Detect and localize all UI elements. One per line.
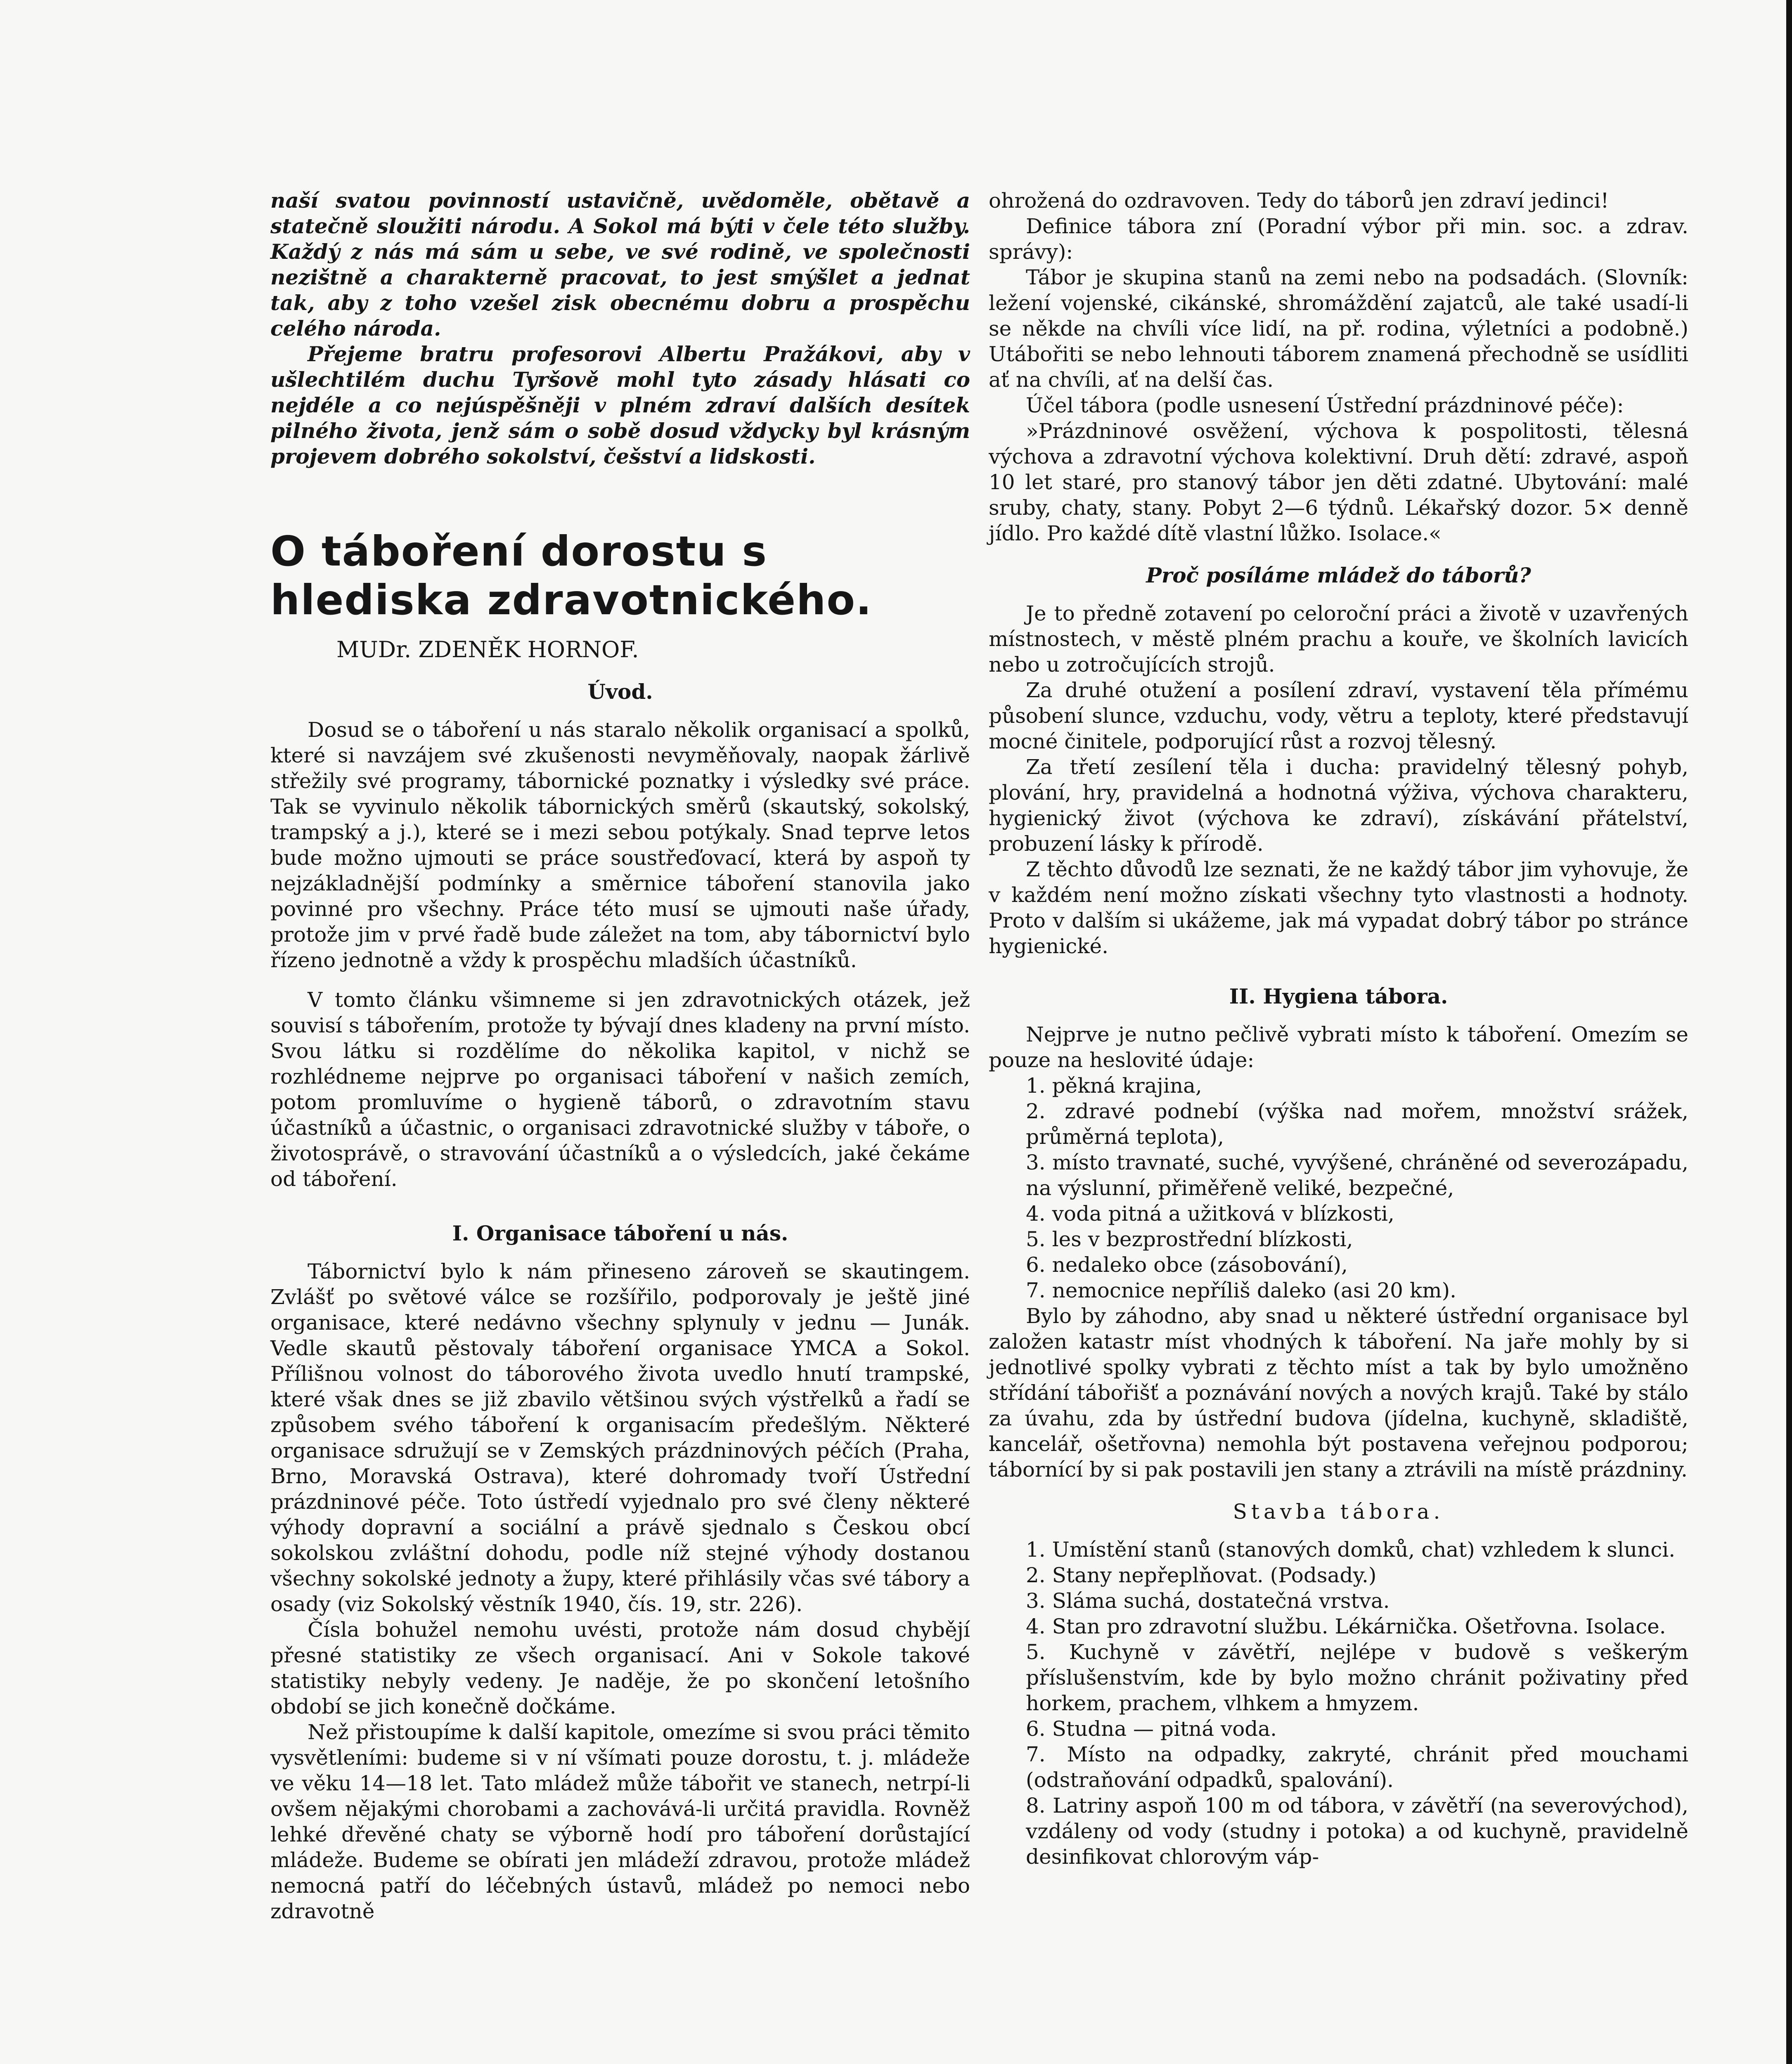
body-paragraph: »Prázdninové osvěžení, výchova k pospolitosti, tělesná výchova a zdravotní výchova kolektivní. Druh dětí: zdravé, aspoň 10 let staré, pro stanový tábor jen děti zdatné. Ubytování: malé sruby, chaty, stany. Pobyt 2—6 týdnů. Lékařský dozor. 5× denně jídlo. Pro každé dítě vlastní lůžko. Isolace.«	[989, 419, 1688, 545]
list-item: 7. nemocnice nepříliš daleko (asi 20 km).	[1026, 1278, 1456, 1302]
body-paragraph: Tábor je skupina stanů na zemi nebo na podsadách. (Slovník: ležení vojenské, cikánské, shromáždění zajatců, ale také usadí-li se někde na chvíli více lidí, na př. rodina, výletníci a podobně.) Utábořiti se nebo lehnouti táborem znamená přechodně se usídliti ať na chvíli, ať na delší čas.	[989, 265, 1688, 392]
section-heading-why: Proč posíláme mládež do táborů?	[1146, 563, 1531, 587]
section-heading-stavba: Stavba tábora.	[1233, 1500, 1444, 1524]
body-paragraph: Účel tábora (podle usnesení Ústřední prázdninové péče):	[1026, 393, 1624, 417]
list-item: 6. nedaleko obce (zásobování),	[1026, 1253, 1348, 1277]
intro-paragraph: naší svatou povinností ustavičně, uvědoměle, obětavě a statečně sloužiti národu. A Sokol má býti v čele této služby. Každý z nás má sám u sebe, ve své rodině, ve společnosti nezištně a charakterně pracovat, to jest smýšlet a jednat tak, aby z toho vzešel zisk obecnému dobru a prospěchu celého národa.	[270, 188, 970, 341]
right-column	[989, 188, 1688, 1870]
body-paragraph: Z těchto důvodů lze seznati, že ne každý tábor jim vyhovuje, že v každém není možno získati všechny tyto vlastnosti a hodnoty. Proto v dalším si ukážeme, jak má vypadat dobrý tábor po stránce hygienické.	[989, 857, 1688, 958]
article-title: O táboření dorostu s hlediska zdravotnického.	[270, 527, 873, 624]
body-paragraph: Je to předně zotavení po celoroční práci a životě v uzavřených místnostech, v městě plném prachu a kouře, ve školních lavicích nebo u zotročujících strojů.	[989, 601, 1688, 677]
list-item: 7. Místo na odpadky, zakryté, chránit před mouchami (odstraňování odpadků, spalování).	[1026, 1742, 1688, 1792]
body-paragraph: ohrožená do ozdravoven. Tedy do táborů jen zdraví jedinci!	[989, 189, 1609, 213]
list-item: 1. Umístění stanů (stanových domků, chat) vzhledem k slunci.	[1026, 1538, 1676, 1562]
body-paragraph: Čísla bohužel nemohu uvésti, protože nám dosud chybějí přesné statistiky ze všech organisací. Ani v Sokole takové statistiky nebyly vedeny. Je naděje, že po skončení letošního období se jich konečně dočkáme.	[270, 1618, 970, 1718]
left-column	[270, 188, 970, 1924]
list-item: 4. Stan pro zdravotní službu. Lékárnička. Ošetřovna. Isolace.	[1026, 1614, 1666, 1638]
site-requirements-list	[989, 1073, 1688, 1303]
article-author: MUDr. ZDENĚK HORNOF.	[336, 637, 639, 663]
body-paragraph: Definice tábora zní (Poradní výbor při min. soc. a zdrav. správy):	[989, 214, 1688, 264]
scan-edge-right	[1786, 0, 1792, 2064]
body-paragraph: Bylo by záhodno, aby snad u některé ústřední organisace byl založen katastr míst vhodných k táboření. Na jaře mohly by si jednotlivé spolky vybrati z těchto míst a tak by bylo umožněno střídání tábořišť a poznávání nových a nových krajů. Také by stálo za úvahu, zda by ústřední budova (jídelna, kuchyně, skladiště, kancelář, ošetřovna) nemohla být postavena veřejnou podporou; tábornící by si pak postavili jen stany a ztrávili na místě prázdniny.	[989, 1304, 1688, 1482]
body-paragraph: Tábornictví bylo k nám přineseno zároveň se skautingem. Zvlášť po světové válce se rozšířilo, podporovaly je ještě jiné organisace, které nedávno všechny splynuly v jednu — Junák. Vedle skautů pěstovaly táboření organisace YMCA a Sokol. Přílišnou volnost do táborového života uvedlo hnutí trampské, které však dnes se již zbavilo většinou svých výstřelků a řadí se způsobem svého táboření k organisacím předešlým. Některé organisace sdružují se v Zemských prázdninových péčích (Praha, Brno, Moravská Ostrava), které dohromady tvoří Ústřední prázdninové péče. Toto ústředí vyjednalo pro své členy některé výhody dopravní a sociální a právě sjednalo s Českou obcí sokolskou zvláštní dohodu, podle níž stejné výhody dostanou všechny sokolské jednoty a župy, které přihlásily včas své tábory a osady (viz Sokolský věstník 1940, čís. 19, str. 226).	[270, 1259, 970, 1616]
body-paragraph: Za druhé otužení a posílení zdraví, vystavení těla přímému působení slunce, vzduchu, vody, větru a teploty, které představují mocné činitele, podporující růst a rozvoj tělesný.	[989, 678, 1688, 753]
body-paragraph: Dosud se o táboření u nás staralo několik organisací a spolků, které si navzájem své zkušenosti nevyměňovaly, naopak žárlivě střežily své programy, tábornické poznatky i výsledky své práce. Tak se vyvinulo několik tábornických směrů (skautský, sokolský, trampský a j.), které se i mezi sebou potýkaly. Snad teprve letos bude možno ujmouti se práce soustřeďovací, která by aspoň ty nejzákladnější podmínky a směrnice táboření stanovila jako povinné pro všechny. Práce této musí se ujmouti naše úřady, protože jim v prvé řadě bude záležet na tom, aby tábornictví bylo řízeno jednotně a vždy k prospěchu mladších účastníků.	[270, 718, 970, 972]
intro-paragraph: Přejeme bratru profesorovi Albertu Pražákovi, aby v ušlechtilém duchu Tyršově mohl tyto zásady hlásati co nejdéle a co nejúspěšněji v plném zdraví dalších desítek pilného života, jenž sám o sobě dosud vždycky byl krásným projevem dobrého sokolství, češství a lidskosti.	[270, 342, 970, 469]
list-item: 3. místo travnaté, suché, vyvýšené, chráněné od severozápadu, na výslunní, přiměřeně veliké, bezpečné,	[1026, 1150, 1688, 1200]
list-item: 5. les v bezprostřední blízkosti,	[1026, 1227, 1353, 1251]
section-heading-uvod: Úvod.	[587, 679, 653, 704]
list-item: 2. Stany nepřeplňovat. (Podsady.)	[1026, 1563, 1377, 1587]
list-item: 3. Sláma suchá, dostatečná vrstva.	[1026, 1589, 1390, 1613]
list-item: 1. pěkná krajina,	[1026, 1074, 1202, 1098]
list-item: 6. Studna — pitná voda.	[1026, 1717, 1277, 1741]
section-heading-organisace: I. Organisace táboření u nás.	[452, 1221, 788, 1245]
body-paragraph: Za třetí zesílení těla i ducha: pravidelný tělesný pohyb, plování, hry, pravidelná a hodnotná výživa, výchova charakteru, hygienický život (výchova ke zdraví), získávání přátelství, probuzení lásky k přírodě.	[989, 755, 1688, 856]
body-paragraph: Než přistoupíme k další kapitole, omezíme si svou práci těmito vysvětleními: budeme si v ní všímati pouze dorostu, t. j. mládeže ve věku 14—18 let. Tato mládež může tábořit ve stanech, netrpí-li ovšem nějakými chorobami a zachovává-li určitá pravidla. Rovněž lehké dřevěné chaty se výborně hodí pro táboření dorůstající mládeže. Budeme se obírati jen mládeží zdravou, protože mládež nemocná patří do léčebných ústavů, mládež po nemoci nebo zdravotně	[270, 1720, 970, 1923]
section-heading-hygiena: II. Hygiena tábora.	[1229, 984, 1448, 1008]
body-paragraph: Nejprve je nutno pečlivě vybrati místo k táboření. Omezím se pouze na heslovité údaje:	[989, 1023, 1688, 1072]
list-item: 5. Kuchyně v závětří, nejlépe v budově s veškerým příslušenstvím, kde by bylo možno chránit poživatiny před horkem, prachem, vlhkem a hmyzem.	[1026, 1640, 1688, 1715]
body-paragraph: V tomto článku všimneme si jen zdravotnických otázek, jež souvisí s tábořením, protože ty bývají dnes kladeny na první místo. Svou látku si rozdělíme do několika kapitol, v nichž se rozhlédneme nejprve po organisaci táboření v našich zemích, potom promluvíme o hygieně táborů, o zdravotním stavu účastníků a účastnic, o organisaci zdravotnické služby v táboře, o životosprávě, o stravování účastníků a o výsledcích, jaké čekáme od táboření.	[270, 988, 970, 1191]
list-item: 4. voda pitná a užitková v blízkosti,	[1026, 1202, 1394, 1226]
list-item: 8. Latriny aspoň 100 m od tábora, v závětří (na severovýchod), vzdáleny od vody (studny i potoka) a od kuchyně, pravidelně desinfikovat chlorovým váp-	[1026, 1794, 1688, 1869]
camp-build-list	[989, 1537, 1688, 1870]
list-item: 2. zdravé podnebí (výška nad mořem, množství srážek, průměrná teplota),	[1026, 1099, 1688, 1149]
